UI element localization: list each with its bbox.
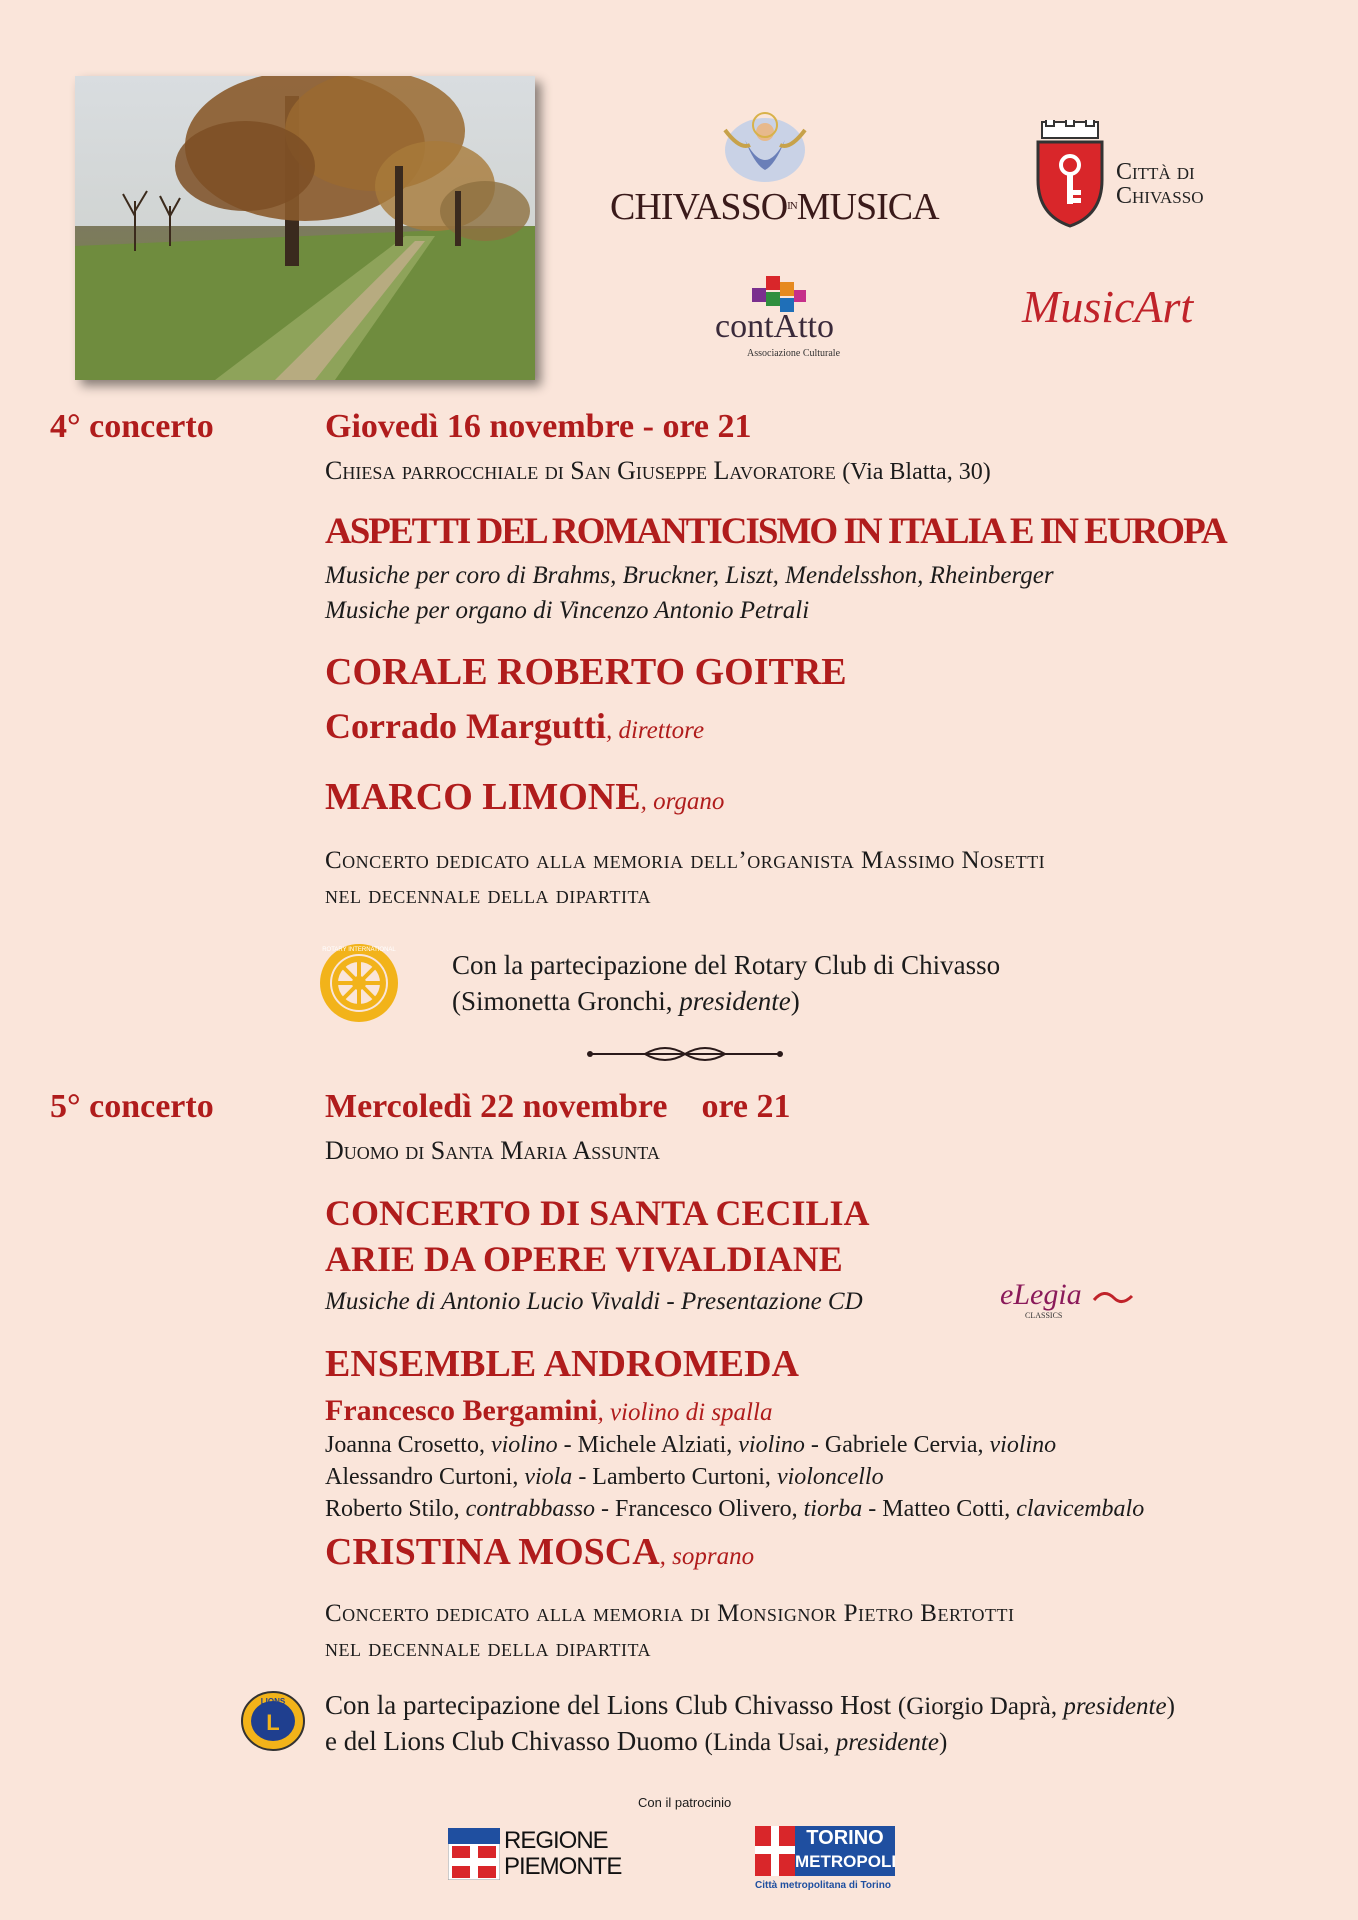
regione-line2: PIEMONTE [504, 1853, 622, 1880]
lions-ring-text: LIONS [260, 1697, 286, 1706]
patronage-label: Con il patrocinio [638, 1795, 732, 1810]
ornament-divider [585, 1042, 785, 1066]
torino-subtitle: Città metropolitana di Torino [755, 1880, 891, 1891]
concert5-program: Musiche di Antonio Lucio Vivaldi - Presentazione CD [325, 1288, 863, 1315]
sponsor2-suffix: ) [790, 986, 800, 1016]
elegia-word: eLegia [1000, 1278, 1082, 1311]
citta-line2: Chivasso [1116, 183, 1204, 209]
concert4-soloist-line [325, 775, 724, 819]
torino-line1: TORINO [806, 1827, 884, 1849]
autumn-landscape-photo [75, 76, 535, 380]
elegia-subtitle: CLASSICS [1025, 1311, 1063, 1320]
concert5-sponsor1 [325, 1690, 1175, 1721]
musicart-logo [1022, 280, 1193, 333]
concert5-members3 [325, 1496, 1144, 1523]
member-role: violino [738, 1432, 805, 1458]
in-word: IN [787, 200, 797, 212]
chivasso-word: CHIVASSO [610, 186, 788, 228]
concert4-title: ASPETTI DEL ROMANTICISMO IN ITALIA E IN EUROPA [325, 511, 1226, 552]
concert4-venue-line [325, 456, 991, 486]
contatto-logo [715, 270, 885, 360]
regione-line1: REGIONE [504, 1827, 608, 1854]
concert4-director-role: , direttore [605, 717, 705, 744]
angel-emblem-icon [705, 110, 825, 190]
concert4-director: Corrado Margutti [325, 706, 606, 746]
sponsor-suffix: ) [1166, 1693, 1175, 1720]
concert4-dedication1: Concerto dedicato alla memoria dell’organista Massimo Nosetti [325, 847, 1046, 874]
rotary-ring-text: ROTARY INTERNATIONAL [322, 947, 396, 953]
concert5-soloist: CRISTINA MOSCA [325, 1531, 660, 1573]
concert5-ensemble: ENSEMBLE ANDROMEDA [325, 1343, 799, 1385]
sponsor-text: Con la partecipazione del Lions Club Chivasso Host [325, 1690, 898, 1720]
torino-line2: METROPOLI [795, 1852, 897, 1871]
concert4-label: 4° concerto [50, 408, 214, 445]
member-text: - Lamberto Curtoni, [572, 1464, 777, 1490]
sponsor-person: (Linda Usai, [704, 1729, 836, 1756]
member-text: Joanna Crosetto, [325, 1432, 491, 1458]
musicart-music: Music [1022, 281, 1135, 332]
sponsor2-prefix: (Simonetta Gronchi, [452, 986, 680, 1016]
member-role: violino [989, 1432, 1057, 1458]
concert4-sponsor1: Con la partecipazione del Rotary Club di Chivasso [452, 950, 1001, 980]
concert4-venue: Chiesa parrocchiale di San Giuseppe Lavoratore [325, 456, 836, 485]
musica-word: MUSICA [796, 186, 939, 228]
concert5-members1 [325, 1432, 1056, 1459]
concert5-title2: ARIE DA OPERE VIVALDIANE [325, 1239, 843, 1279]
citta-line1: Città di [1116, 159, 1195, 185]
concert4-address: (Via Blatta, 30) [842, 459, 991, 485]
concert4-ensemble: CORALE ROBERTO GOITRE [325, 651, 847, 693]
lions-l-letter: L [266, 1710, 280, 1735]
concert4-program1: Musiche per coro di Brahms, Bruckner, Liszt, Mendelsshon, Rheinberger [325, 562, 1054, 589]
concert4-soloist: MARCO LIMONE [325, 776, 641, 818]
sponsor-suffix: ) [938, 1729, 948, 1756]
torino-flag-icon [755, 1826, 795, 1876]
member-text: - Francesco Olivero, [595, 1496, 804, 1522]
concert5-label: 5° concerto [50, 1088, 214, 1125]
concert5-leader-role: , violino di spalla [597, 1399, 773, 1426]
chivasso-in-musica-logo [610, 110, 940, 230]
sponsor2-role: presidente [679, 986, 791, 1016]
concert5-members2 [325, 1464, 884, 1491]
member-text: - Michele Alziati, [557, 1432, 739, 1458]
musicart-art: Art [1134, 281, 1194, 332]
elegia-classics-logo [1000, 1278, 1135, 1326]
member-role: tiorba [803, 1496, 863, 1522]
concert5-soloist-line [325, 1530, 754, 1574]
torino-metropoli-logo [755, 1826, 895, 1894]
member-text: Roberto Stilo, [325, 1496, 466, 1522]
concert4-date: Giovedì 16 novembre - ore 21 [325, 408, 752, 445]
concert5-dedication1: Concerto dedicato alla memoria di Monsignor Pietro Bertotti [325, 1600, 1015, 1627]
sponsor-role: presidente [1063, 1693, 1167, 1720]
member-role: contrabbasso [465, 1496, 596, 1522]
member-text: - Matteo Cotti, [862, 1496, 1017, 1522]
concert4-program2: Musiche per organo di Vincenzo Antonio Petrali [325, 597, 810, 624]
rotary-emblem-icon [318, 942, 400, 1024]
sponsor-role: presidente [835, 1729, 939, 1756]
member-role: violino [490, 1432, 558, 1458]
sponsor-text: e del Lions Club Chivasso Duomo [325, 1726, 705, 1756]
regione-piemonte-logo [448, 1826, 628, 1882]
concert5-leader: Francesco Bergamini [325, 1394, 598, 1427]
concert5-soloist-role: , soprano [659, 1543, 755, 1570]
member-role: clavicembalo [1016, 1496, 1145, 1522]
concert4-sponsor2 [452, 986, 800, 1017]
regione-flag-icon [448, 1828, 500, 1880]
concert5-date: Mercoledì 22 novembre ore 21 [325, 1088, 791, 1125]
concert5-leader-line [325, 1394, 772, 1428]
concert4-dedication2: nel decennale della dipartita [325, 882, 652, 909]
member-text: Alessandro Curtoni, [325, 1464, 525, 1490]
lions-emblem-icon [240, 1690, 306, 1752]
member-text: - Gabriele Cervia, [804, 1432, 990, 1458]
concert5-sponsor2 [325, 1726, 947, 1757]
contatto-word: contAtto [715, 308, 834, 345]
member-role: viola [524, 1464, 573, 1490]
member-role: violoncello [776, 1464, 884, 1490]
city-crest-icon [1030, 120, 1110, 228]
elegia-swoosh-icon [1092, 1286, 1134, 1310]
concert4-soloist-role: , organo [640, 788, 725, 815]
sponsor-person: (Giorgio Daprà, [897, 1693, 1064, 1720]
concert5-dedication2: nel decennale della dipartita [325, 1635, 652, 1662]
contatto-subtitle: Associazione Culturale [747, 348, 841, 359]
concert5-title1: CONCERTO DI SANTA CECILIA [325, 1193, 870, 1233]
concert5-venue: Duomo di Santa Maria Assunta [325, 1136, 660, 1165]
concert4-director-line [325, 705, 704, 747]
citta-di-chivasso-logo [1030, 120, 1250, 230]
